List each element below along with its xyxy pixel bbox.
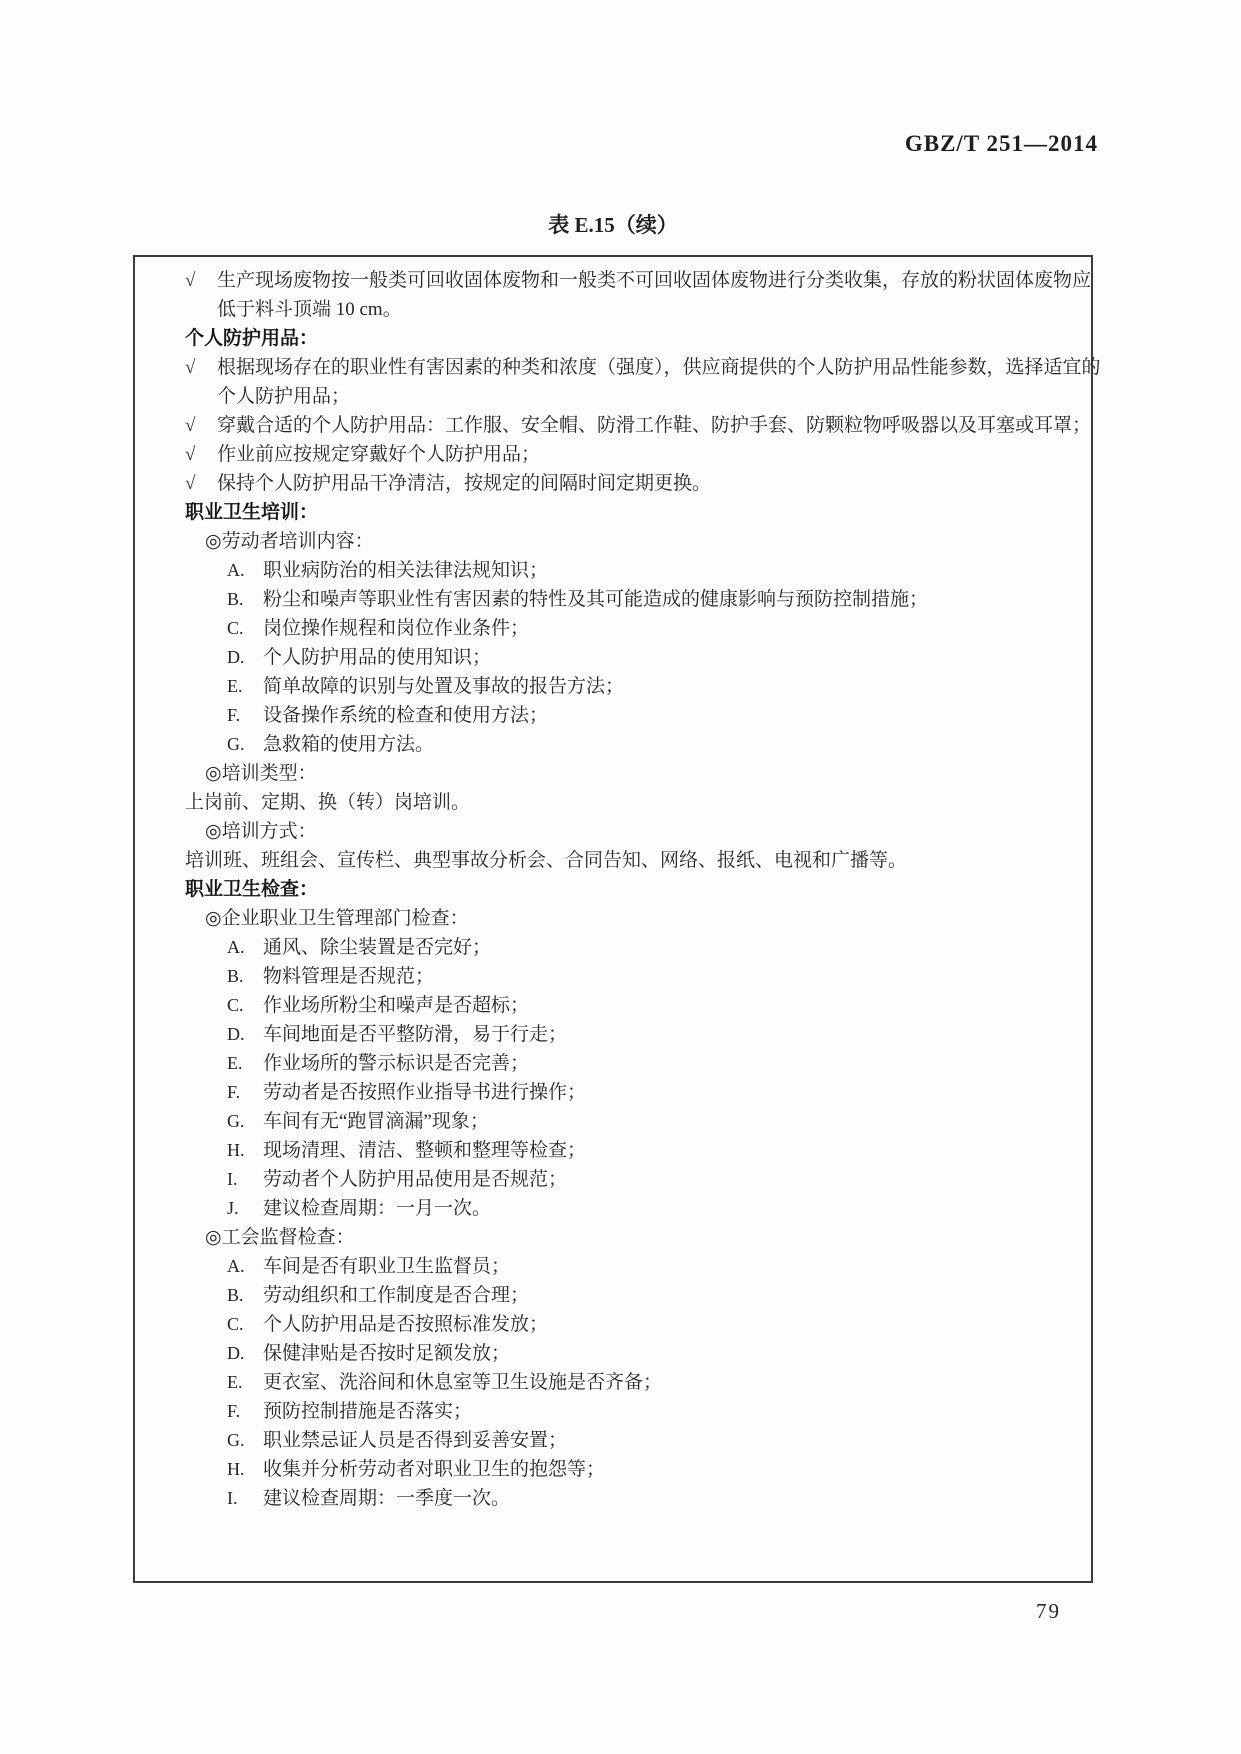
line-text: 培训类型： — [221, 763, 317, 784]
line-text: 收集并分析劳动者对职业卫生的抱怨等； — [263, 1459, 606, 1480]
item-letter-label: F. — [227, 1401, 241, 1421]
lettered-item-line — [135, 585, 1091, 614]
lettered-item-line — [135, 1049, 1091, 1078]
line-text: 车间是否有职业卫生监督员； — [263, 1256, 511, 1277]
item-letter-label: F. — [227, 1082, 241, 1102]
line-text: 劳动者是否按照作业指导书进行操作； — [263, 1082, 587, 1103]
item-letter-label: A. — [227, 937, 245, 957]
lettered-item-line — [135, 701, 1091, 730]
line-text: 职业病防治的相关法律法规知识； — [263, 560, 549, 581]
check-icon: √ — [185, 444, 196, 465]
item-letter-label: B. — [227, 1285, 244, 1305]
item-continuation-line — [135, 295, 1091, 324]
lettered-item-line — [135, 1339, 1091, 1368]
line-text: 低于料斗顶端 10 cm。 — [217, 299, 402, 320]
lettered-item-line — [135, 1194, 1091, 1223]
item-letter-label: E. — [227, 1053, 243, 1073]
item-letter-label: G. — [227, 734, 245, 754]
lettered-item-line — [135, 1397, 1091, 1426]
lettered-item-line — [135, 643, 1091, 672]
line-text: 保健津贴是否按时足额发放； — [263, 1343, 511, 1364]
double-circle-icon: ◎ — [205, 531, 222, 552]
line-text: 岗位操作规程和岗位作业条件； — [263, 618, 530, 639]
line-text: 个人防护用品的使用知识； — [263, 647, 492, 668]
line-text: 作业前应按规定穿戴好个人防护用品； — [217, 444, 541, 465]
lettered-item-line — [135, 991, 1091, 1020]
checked-item-line — [135, 469, 1091, 498]
line-text: 通风、除尘装置是否完好； — [263, 937, 492, 958]
item-letter-label: D. — [227, 1024, 245, 1044]
line-text: 职业卫生检查： — [185, 879, 319, 900]
lettered-item-line — [135, 1252, 1091, 1281]
lettered-item-line — [135, 933, 1091, 962]
lettered-item-line — [135, 1107, 1091, 1136]
line-text: 更衣室、洗浴间和休息室等卫生设施是否齐备； — [263, 1372, 663, 1393]
lettered-item-line — [135, 1426, 1091, 1455]
subsection-line — [135, 904, 1091, 933]
lettered-item-line — [135, 672, 1091, 701]
item-letter-label: C. — [227, 995, 244, 1015]
item-letter-label: D. — [227, 1343, 245, 1363]
item-letter-label: G. — [227, 1430, 245, 1450]
item-letter-label: J. — [227, 1198, 239, 1218]
line-text: 企业职业卫生管理部门检查： — [221, 908, 469, 929]
item-letter-label: C. — [227, 618, 244, 638]
line-text: 建议检查周期：一季度一次。 — [263, 1488, 511, 1509]
item-letter-label: H. — [227, 1140, 245, 1160]
checked-item-line — [135, 440, 1091, 469]
subsection-line — [135, 1223, 1091, 1252]
item-letter-label: B. — [227, 966, 244, 986]
line-text: 生产现场废物按一般类可回收固体废物和一般类不可回收固体废物进行分类收集，存放的粉状固体废物应 — [217, 270, 1092, 291]
item-letter-label: E. — [227, 676, 243, 696]
check-icon: √ — [185, 473, 196, 494]
line-text: 车间地面是否平整防滑，易于行走； — [263, 1024, 568, 1045]
lettered-item-line — [135, 730, 1091, 759]
line-text: 车间有无“跑冒滴漏”现象； — [263, 1111, 489, 1132]
item-letter-label: I. — [227, 1169, 238, 1189]
item-letter-label: A. — [227, 560, 245, 580]
lettered-item-line — [135, 1368, 1091, 1397]
lettered-item-line — [135, 1020, 1091, 1049]
lettered-item-line — [135, 1484, 1091, 1513]
item-letter-label: H. — [227, 1459, 245, 1479]
line-text: 作业场所的警示标识是否完善； — [263, 1053, 530, 1074]
lettered-item-line — [135, 1455, 1091, 1484]
section-heading-line — [135, 324, 1091, 353]
line-text: 简单故障的识别与处置及事故的报告方法； — [263, 676, 625, 697]
lettered-item-line — [135, 614, 1091, 643]
line-text: 粉尘和噪声等职业性有害因素的特性及其可能造成的健康影响与预防控制措施； — [263, 589, 929, 610]
double-circle-icon: ◎ — [205, 763, 222, 784]
item-letter-label: A. — [227, 1256, 245, 1276]
line-text: 职业卫生培训： — [185, 502, 319, 523]
check-icon: √ — [185, 270, 196, 291]
subsection-line — [135, 759, 1091, 788]
item-letter-label: E. — [227, 1372, 243, 1392]
line-text: 上岗前、定期、换（转）岗培训。 — [185, 792, 471, 813]
lettered-item-line — [135, 962, 1091, 991]
line-text: 劳动者培训内容： — [221, 531, 374, 552]
item-letter-label: I. — [227, 1488, 238, 1508]
line-text: 个人防护用品： — [185, 328, 319, 349]
line-text: 设备操作系统的检查和使用方法； — [263, 705, 549, 726]
line-text: 个人防护用品是否按照标准发放； — [263, 1314, 549, 1335]
section-heading-line — [135, 875, 1091, 904]
standard-number: GBZ/T 251—2014 — [904, 131, 1098, 156]
line-text: 劳动组织和工作制度是否合理； — [263, 1285, 530, 1306]
double-circle-icon: ◎ — [205, 908, 222, 929]
lettered-item-line — [135, 1281, 1091, 1310]
item-letter-label: G. — [227, 1111, 245, 1131]
line-text: 培训班、班组会、宣传栏、典型事故分析会、合同告知、网络、报纸、电视和广播等。 — [185, 850, 908, 871]
double-circle-icon: ◎ — [205, 1227, 222, 1248]
line-text: 急救箱的使用方法。 — [263, 734, 435, 755]
lettered-item-line — [135, 1310, 1091, 1339]
double-circle-icon: ◎ — [205, 821, 222, 842]
item-letter-label: D. — [227, 647, 245, 667]
item-continuation-line — [135, 382, 1091, 411]
lettered-item-line — [135, 1078, 1091, 1107]
line-text: 个人防护用品； — [217, 386, 351, 407]
plain-text-line — [135, 788, 1091, 817]
lettered-item-line — [135, 1136, 1091, 1165]
line-text: 根据现场存在的职业性有害因素的种类和浓度（强度），供应商提供的个人防护用品性能参数，选择适宜的 — [217, 357, 1101, 378]
check-icon: √ — [185, 415, 196, 436]
lettered-item-line — [135, 1165, 1091, 1194]
item-letter-label: C. — [227, 1314, 244, 1334]
item-letter-label: B. — [227, 589, 244, 609]
item-letter-label: F. — [227, 705, 241, 725]
check-icon: √ — [185, 357, 196, 378]
page-number: 79 — [1036, 1599, 1061, 1623]
checked-item-line — [135, 353, 1101, 382]
line-text: 工会监督检查： — [221, 1227, 355, 1248]
line-text: 保持个人防护用品干净清洁，按规定的间隔时间定期更换。 — [217, 473, 712, 494]
checked-item-line — [135, 411, 1091, 440]
line-text: 职业禁忌证人员是否得到妥善安置； — [263, 1430, 568, 1451]
table-title: 表 E.15（续） — [548, 213, 678, 237]
line-text: 劳动者个人防护用品使用是否规范； — [263, 1169, 568, 1190]
line-text: 物料管理是否规范； — [263, 966, 435, 987]
checked-item-line — [135, 266, 1091, 295]
line-text: 培训方式： — [221, 821, 317, 842]
line-text: 预防控制措施是否落实； — [263, 1401, 473, 1422]
section-heading-line — [135, 498, 1091, 527]
table-e15-continued-body — [133, 255, 1101, 1583]
plain-text-line — [135, 846, 1091, 875]
subsection-line — [135, 817, 1091, 846]
subsection-line — [135, 527, 1091, 556]
lettered-item-line — [135, 556, 1091, 585]
line-text: 穿戴合适的个人防护用品：工作服、安全帽、防滑工作鞋、防护手套、防颗粒物呼吸器以及耳塞或耳罩； — [217, 415, 1092, 436]
line-text: 现场清理、清洁、整顿和整理等检查； — [263, 1140, 587, 1161]
line-text: 建议检查周期：一月一次。 — [263, 1198, 492, 1219]
line-text: 作业场所粉尘和噪声是否超标； — [263, 995, 530, 1016]
